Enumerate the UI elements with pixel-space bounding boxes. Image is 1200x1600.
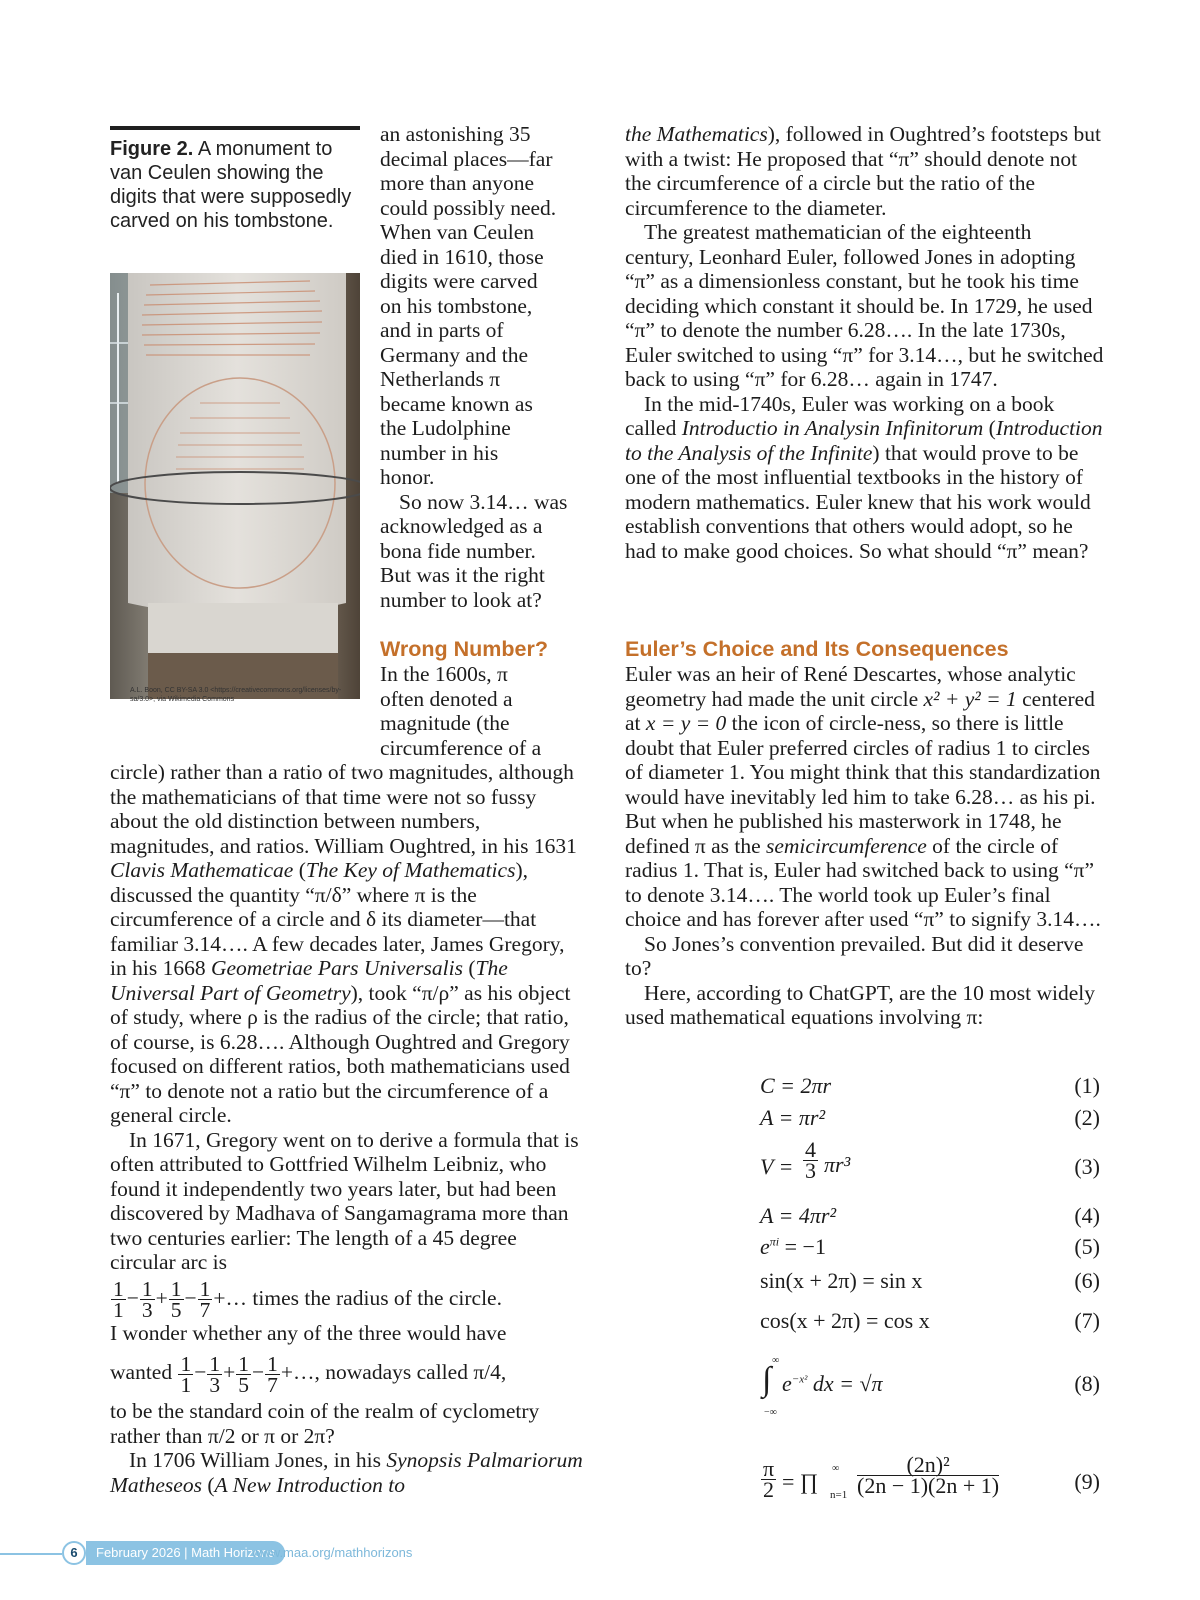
numerator: 1 (180, 1351, 192, 1376)
col1-line: could possibly need. (380, 195, 557, 220)
fraction (207, 1351, 222, 1397)
col1-line: number to look at? (380, 587, 542, 612)
col1-line: When van Ceulen (380, 220, 535, 244)
equation-number: (7) (1074, 1308, 1100, 1333)
denominator: 7 (267, 1372, 278, 1397)
denominator: 3 (805, 1158, 816, 1183)
equation-number: (6) (1074, 1268, 1100, 1293)
equation-number: (9) (1074, 1469, 1100, 1494)
paragraph: I wonder whether any of the three would have (110, 1320, 507, 1345)
equation-number: (3) (1074, 1154, 1100, 1179)
section1-narrow-line: In the 1600s, π (380, 662, 508, 686)
emphasis: semicircumference (766, 833, 927, 858)
footer-accent-line (0, 1553, 62, 1555)
inline-math: x = y = 0 (645, 711, 727, 735)
section1-narrow-line: often denoted a (380, 686, 513, 711)
equation-rhs: πr³ (824, 1152, 851, 1177)
book-title: Synopsis Palmariorum Matheseos (110, 1448, 583, 1497)
equation-number: (8) (1074, 1371, 1100, 1396)
operator: − (184, 1285, 197, 1310)
text-run: ( (983, 416, 996, 440)
denominator: 2 (763, 1477, 775, 1502)
equation-base: e (760, 1234, 770, 1259)
equation-rhs: dx = √π (812, 1371, 883, 1396)
figure-caption-text: A monument to van Ceulen showing the digits that were supposedly carved on his tombstone. (110, 138, 352, 232)
paragraph: In 1671, Gregory went on to derive a formula that is often attributed to Gottfried Wilhelm Leibniz, who found it independently two years later, but had been discovered by Madhava of Sangamagrama more than two centuries earlier: The length of a 45 degree circular arc is (110, 1127, 579, 1274)
paragraph (625, 392, 1105, 564)
product-lower-limit: n=1 (830, 1489, 848, 1501)
numerator: 4 (805, 1137, 816, 1162)
col1-line: became known as (380, 391, 533, 416)
numerator: 1 (113, 1277, 124, 1302)
text-run: wanted (110, 1360, 173, 1384)
equation-rhs: = −1 (779, 1234, 826, 1259)
numerator: (2n)² (857, 1455, 999, 1476)
equation-number: (1) (1074, 1073, 1100, 1098)
text-run: centered at (625, 686, 1095, 735)
denominator: 5 (170, 1298, 182, 1323)
denominator: 1 (180, 1372, 192, 1397)
fraction (857, 1452, 1000, 1498)
text-run: ), followed in Oughtred’s footsteps but with a twist: He proposed that “π” should denote not the circumference of a circle but the ratio of the circumference to the diameter. (625, 122, 1101, 220)
col1-line: died in 1610, those (380, 244, 544, 269)
section1-narrow (380, 662, 580, 760)
figure-label: Figure 2. (110, 138, 194, 160)
fraction (140, 1277, 155, 1323)
denominator: 1 (113, 1298, 124, 1323)
book-title: The Key of Mathematics (305, 858, 516, 882)
equation-body: A = 4πr² (760, 1203, 837, 1228)
paragraph (625, 662, 1110, 932)
col1-line: Netherlands π (380, 367, 501, 391)
text-run: In the mid-1740s, Euler was working on a book called (625, 391, 1055, 440)
col1-line: honor. (380, 465, 435, 489)
col1-line: and in parts of (380, 318, 504, 342)
series-line (110, 1275, 585, 1321)
denominator: 3 (209, 1372, 221, 1397)
col1-narrow-top (380, 122, 580, 612)
paragraph: So Jones’s convention prevailed. But did it deserve to? (625, 931, 1084, 980)
section1-narrow-line: circumference of a (380, 735, 542, 760)
col2-top (625, 122, 1105, 563)
footer-issue: February 2026 | Math Horizons (86, 1541, 285, 1565)
paragraph (110, 1448, 585, 1497)
col1-line: on his tombstone, (380, 293, 533, 318)
col1-line: more than anyone (380, 171, 535, 195)
col1-line: the Ludolphine (380, 416, 511, 440)
col1-line: decimal places—far (380, 146, 553, 171)
numerator: 1 (267, 1351, 278, 1376)
integral-lower-limit: −∞ (764, 1407, 777, 1418)
text-run: the icon of circle-ness, so there is little doubt that Euler preferred circles of radius 1 to circles of diameter 1. You might think that this standardization would have inevitably led him to take 6.28… as his pi. But when he published his masterwork in 1748, he defined π as the (625, 711, 1101, 858)
paragraph: Here, according to ChatGPT, are the 10 most widely used mathematical equations involving π: (625, 980, 1095, 1029)
col2-bottom (625, 662, 1110, 1030)
section1-wide (110, 760, 585, 1497)
book-title: The Universal Part of Geometry (110, 956, 508, 1005)
operator: − (252, 1360, 265, 1384)
numerator: π (763, 1456, 775, 1481)
equation-body: sin(x + 2π) = sin x (760, 1268, 923, 1293)
equation-9 (760, 1452, 1100, 1511)
equation-1 (760, 1073, 1100, 1099)
operator: + (223, 1360, 236, 1384)
equation-6 (760, 1268, 1100, 1294)
fraction (236, 1351, 251, 1397)
book-title: the Mathematics (625, 122, 768, 146)
paragraph: The greatest mathematician of the eighteenth century, Leonhard Euler, followed Jones in adopting “π” as a dimensionless constant, but he took his time deciding which constant it should be. In 1729, he used “π” to denote the number 6.28…. In the late 1730s, Euler switched to using “π” for 3.14…, but he switched back to using “π” for 6.28… again in 1747. (625, 220, 1104, 391)
col1-line: acknowledged as a (380, 514, 543, 538)
page-number: 6 (62, 1541, 86, 1565)
equation-number: (2) (1074, 1105, 1100, 1130)
col1-line: But was it the right (380, 563, 545, 587)
integral-upper-limit: ∞ (772, 1355, 780, 1366)
text-run: Euler was an heir of René Descartes, whose analytic geometry had made the unit circle (625, 662, 1076, 711)
caption-rule (110, 126, 360, 130)
numerator: 1 (141, 1277, 153, 1302)
col1-line: Germany and the (380, 342, 529, 367)
col1-line: digits were carved (380, 269, 538, 293)
denominator: 7 (199, 1298, 211, 1323)
fraction (178, 1351, 193, 1397)
equation-body: C = 2πr (760, 1073, 832, 1098)
integral-sign: ∫ (762, 1361, 772, 1398)
product-upper-limit: ∞ (832, 1463, 840, 1474)
numerator: 1 (209, 1351, 221, 1376)
equation-3 (760, 1137, 1100, 1190)
col1-line: number in his (380, 440, 499, 465)
book-title: Introductio in Analysin Infinitorum (681, 416, 984, 440)
series-line (110, 1345, 585, 1399)
book-title: Introduction to the Analysis of the Infinite (625, 416, 1103, 465)
denominator: 3 (141, 1298, 153, 1323)
book-title: Clavis Mathematicae (110, 858, 294, 882)
numerator: 1 (199, 1277, 211, 1302)
col1-line: So now 3.14… was (399, 489, 568, 514)
numerator: 1 (170, 1277, 182, 1302)
footer-url[interactable]: www.maa.org/mathhorizons (252, 1545, 413, 1560)
operator: + (155, 1285, 168, 1310)
equation-lhs: V = (760, 1154, 794, 1179)
text-run: +…, nowadays called π/4, (280, 1360, 507, 1384)
equation-body: A = πr² (760, 1105, 826, 1130)
fraction (198, 1277, 213, 1323)
text-run: ( (293, 858, 306, 882)
figure-caption (110, 137, 360, 233)
denominator: 5 (238, 1372, 249, 1397)
fraction (265, 1351, 280, 1397)
equation-7 (760, 1308, 1100, 1334)
text-run: +… times the radius of the circle. (213, 1285, 502, 1310)
monument-illustration (110, 273, 360, 699)
fraction (761, 1456, 776, 1502)
integrand-exponent: −x² (791, 1373, 808, 1386)
text-run: In 1706 William Jones, in his (129, 1448, 387, 1472)
numerator: 1 (238, 1351, 249, 1376)
equation-body: cos(x + 2π) = cos x (760, 1308, 930, 1333)
equation-exponent: πi (769, 1234, 780, 1249)
book-title: Geometriae Pars Universalis (210, 956, 463, 980)
section-heading-wrong-number: Wrong Number? (380, 637, 549, 661)
denominator: (2n − 1)(2n + 1) (857, 1473, 1000, 1498)
inline-math: x² + y² = 1 (923, 686, 1017, 711)
operator: − (126, 1285, 139, 1310)
equation-8 (760, 1355, 1100, 1425)
fraction (169, 1277, 184, 1323)
text-run: ), discussed the quantity “π/δ” where π is the circumference of a circle and δ its diameter—that familiar 3.14…. A few decades later, James Gregory, in his 1668 (110, 858, 565, 980)
equation-number: (4) (1074, 1203, 1100, 1228)
book-title: A New Introduction to (214, 1472, 406, 1497)
section-heading-eulers-choice: Euler’s Choice and Its Consequences (625, 637, 1009, 661)
equation-5 (760, 1234, 1100, 1260)
text-run: ( (201, 1472, 215, 1497)
section1-narrow-line: magnitude (the (380, 711, 510, 735)
col1-line: an astonishing 35 (380, 122, 531, 146)
equation-4 (760, 1203, 1100, 1229)
text-run: circle) rather than a ratio of two magnitudes, although the mathematicians of that time were not so fussy about the old distinction between numbers, magnitudes, and ratios. William Oughtred, in his 1631 (110, 760, 577, 858)
operator: − (194, 1360, 207, 1384)
text-run: ), took “π/ρ” as his object of study, where ρ is the radius of the circle; that ratio, of course, is 6.28…. Although Oughtred and Gregory focused on different ratios, both mathematicians used “π” to denote not a ratio but the circumference of a general circle. (110, 980, 571, 1127)
photo-credit: A.L. Boon, CC BY-SA 3.0 <https://creativecommons.org/licenses/by-sa/3.0>, via Wikimedia Commons (130, 687, 342, 703)
text-run: of the circle of radius 1. That is, Euler had switched back to using “π” to denote 3.14…. The world took up Euler’s final choice and has forever after used “π” to signify 3.14…. (625, 833, 1101, 931)
fraction (111, 1277, 126, 1323)
text-run: ) that would prove to be one of the most influential textbooks in the history of modern mathematics. Euler knew that his work would establish conventions that others would adopt, so he had to make good choices. So what should “π” mean? (625, 440, 1091, 563)
equation-number: (5) (1074, 1234, 1100, 1259)
monument-photo (110, 273, 360, 699)
integrand: e (782, 1371, 792, 1396)
paragraph: to be the standard coin of the realm of cyclometry rather than π/2 or π or 2π? (110, 1399, 540, 1448)
col1-line: bona fide number. (380, 538, 536, 563)
fraction (803, 1137, 818, 1183)
product-operator: = ∏ (782, 1469, 819, 1494)
paragraph: circle) rather than a ratio of two magnitudes, although the mathematicians of that time were not so fussy about the old distinction between numbers, magnitudes, and ratios. William Oughtred, in his 1631 Clavis Mathematicae (The Key of Mathematics), discussed the quantity “π/δ” where π is the circumference of a circle and δ its diameter—that familiar 3.14…. A few decades later, James Gregory, in his 1668 Geometriae Pars Universalis (The Universal Part of Geometry), took “π/ρ” as his object of study, where ρ is the radius of the circle; that ratio, of course, is 6.28…. Although Oughtred and Gregory focused on different ratios, both mathematicians used “π” to denote not a ratio but the circumference of a general circle. (110, 760, 577, 1127)
paragraph (625, 122, 1105, 220)
equation-2 (760, 1105, 1100, 1131)
